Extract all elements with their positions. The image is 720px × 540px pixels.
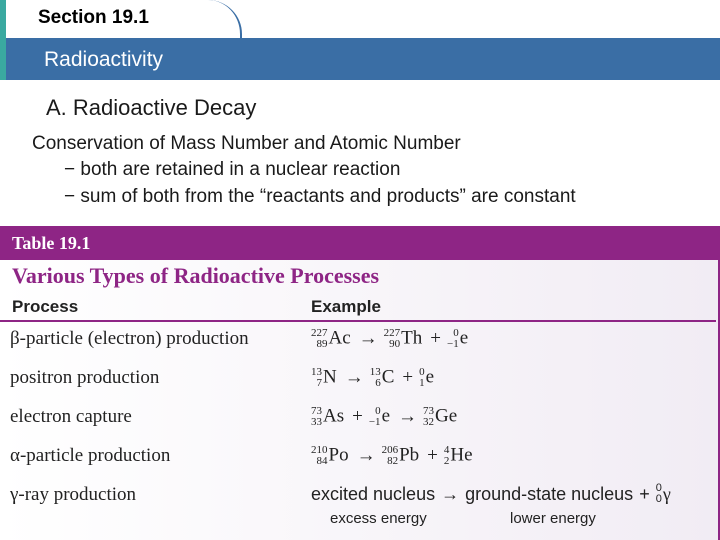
example-equation	[311, 327, 470, 350]
arrow-glyph: →	[441, 483, 460, 504]
arrow-glyph: →	[398, 405, 417, 427]
table-number: Table 19.1	[12, 233, 91, 253]
chapter-title: Radioactivity	[44, 48, 164, 71]
example-equation	[311, 366, 436, 389]
plus-sign: +	[352, 405, 363, 427]
sub-heading: A. Radioactive Decay	[46, 95, 257, 120]
process-name: electron capture	[10, 406, 132, 427]
nuclide: 210 84 Po	[311, 443, 349, 467]
process-name: α-particle production	[10, 445, 171, 466]
process-name: positron production	[10, 367, 160, 388]
column-header-example: Example	[311, 297, 381, 316]
example-equation	[311, 444, 475, 467]
plus-sign: +	[427, 444, 438, 466]
section-label: Section 19.1	[38, 7, 149, 28]
nuclide: 227 89 Ac	[311, 326, 351, 350]
table-band	[0, 226, 718, 260]
table-row	[0, 400, 716, 439]
nuclide: 13 6 C	[369, 365, 395, 389]
example-equation	[311, 483, 673, 505]
arrow-glyph: →	[344, 366, 364, 388]
ground-state-text: ground-state nucleus	[465, 483, 634, 504]
body-line-conservation: Conservation of Mass Number and Atomic Number	[32, 133, 461, 154]
process-name: β-particle (electron) production	[10, 328, 249, 349]
lower-energy-note: lower energy	[510, 510, 596, 527]
table-row	[0, 361, 716, 400]
example-equation	[311, 405, 459, 428]
nuclide: 0 −1 e	[446, 326, 469, 350]
nuclide: 13 7 N	[311, 365, 337, 389]
arrow-glyph: →	[356, 444, 376, 466]
nuclide: 227 90 Th	[383, 326, 423, 350]
excited-nucleus-text: excited nucleus	[311, 483, 436, 504]
column-header-process: Process	[12, 297, 79, 316]
nuclide: 0 1 e	[419, 365, 435, 389]
nuclide: 0 0 γ	[655, 482, 671, 506]
plus-sign: +	[402, 366, 414, 388]
plus-sign: +	[639, 483, 650, 504]
body-line-constant: − sum of both from the “reactants and products” are constant	[64, 186, 576, 207]
nuclide: 73 32 Ge	[423, 404, 458, 428]
table-row	[0, 322, 716, 361]
plus-sign: +	[430, 327, 441, 349]
process-table	[0, 226, 720, 540]
nuclide: 206 82 Pb	[381, 443, 420, 467]
table-row	[0, 439, 716, 478]
nuclide: 4 2 He	[443, 443, 473, 467]
excess-energy-note: excess energy	[330, 510, 427, 527]
process-name: γ-ray production	[10, 484, 137, 505]
nuclide: 0 −1 e	[368, 404, 390, 428]
arrow-glyph: →	[358, 327, 378, 349]
body-line-retained: − both are retained in a nuclear reaction	[64, 159, 401, 180]
nuclide: 73 33 As	[311, 404, 345, 428]
table-title: Various Types of Radioactive Processes	[12, 263, 380, 288]
